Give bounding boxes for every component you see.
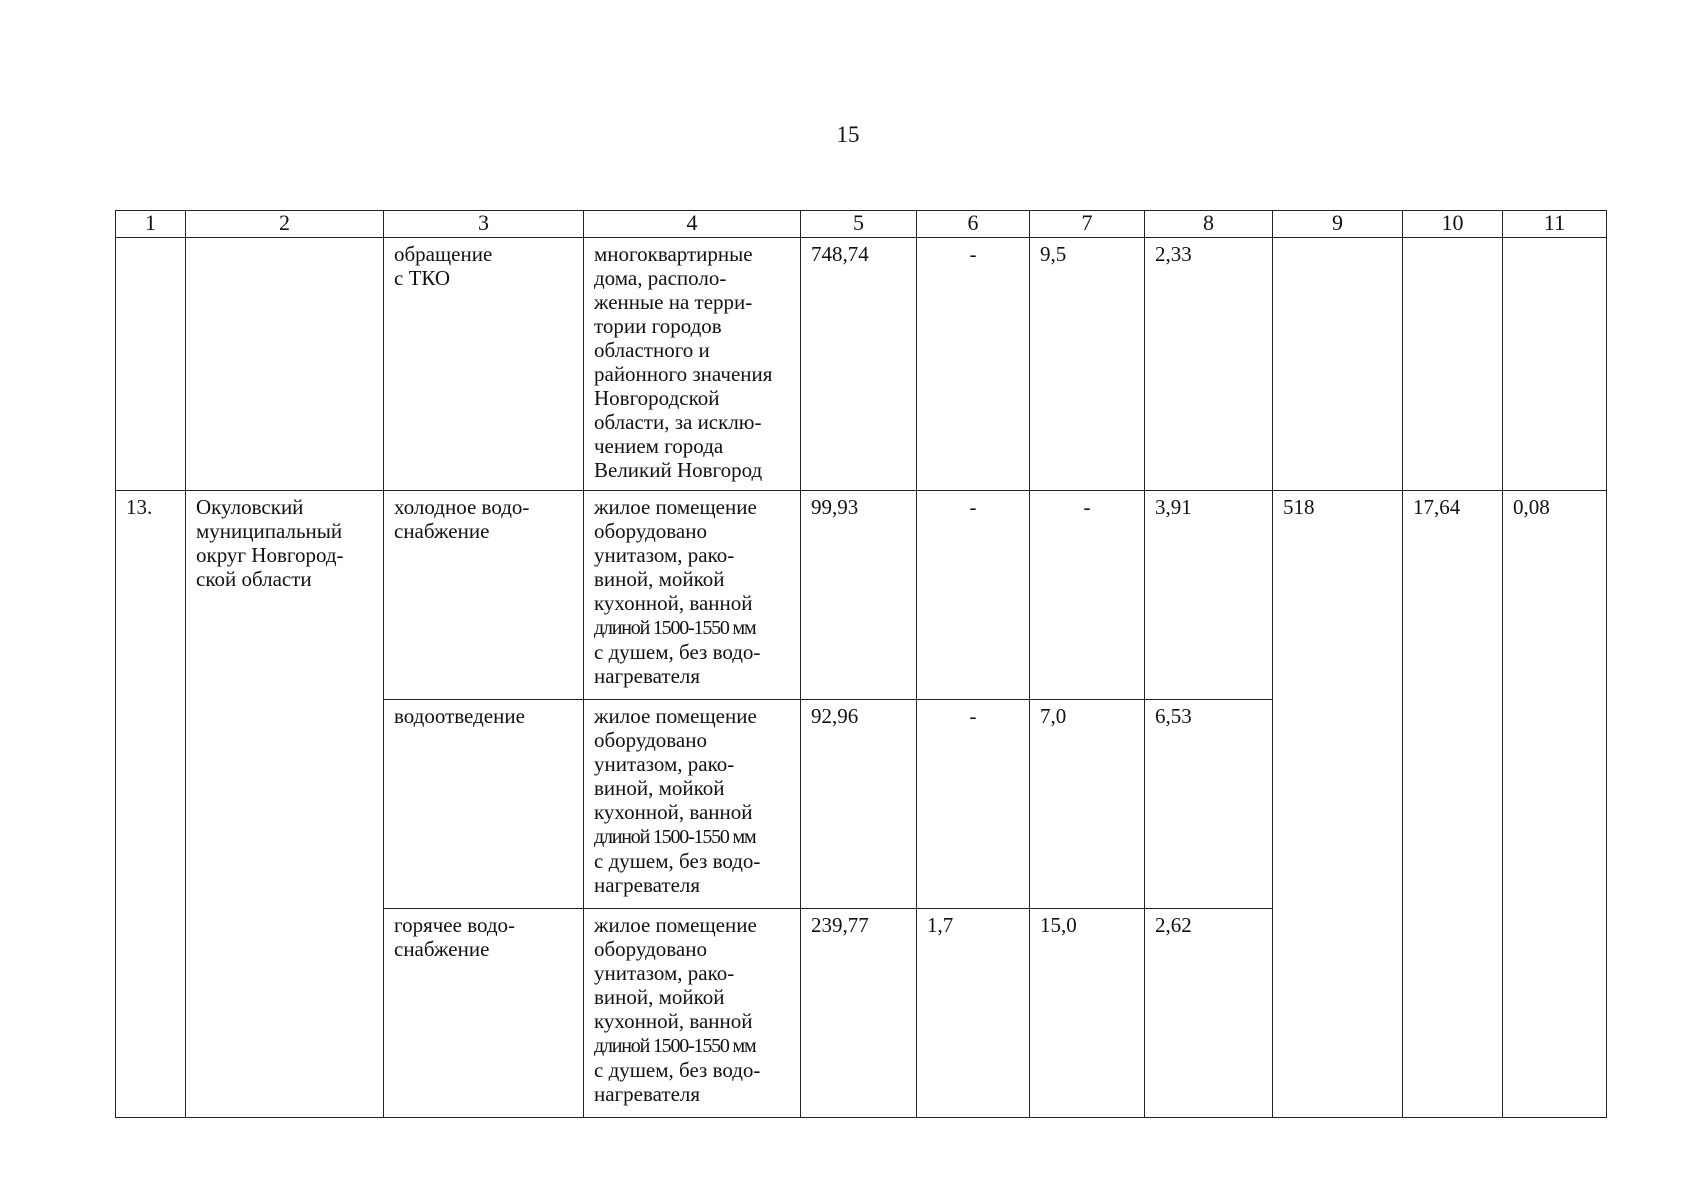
- value-cell-6: -: [917, 700, 1030, 909]
- value-cell-5: 99,93: [801, 491, 917, 700]
- value-cell-7: 7,0: [1030, 700, 1145, 909]
- header-cell: 10: [1403, 211, 1503, 238]
- value-cell-7: -: [1030, 491, 1145, 700]
- header-cell: 1: [116, 211, 186, 238]
- description-cell: [584, 909, 801, 1118]
- value-cell-8: 2,62: [1145, 909, 1273, 1118]
- description-part: жилое помещение оборудовано унитазом, рако- виной, мойкой кухонной, ванной: [594, 704, 757, 824]
- tariff-table: [115, 210, 1607, 1118]
- header-cell: 2: [186, 211, 384, 238]
- description-part: длиной 1500-1550 мм: [594, 826, 756, 848]
- value-cell-5: 748,74: [801, 238, 917, 491]
- service-cell: обращение с ТКО: [384, 238, 584, 491]
- header-cell: 9: [1273, 211, 1403, 238]
- description-cell: [584, 491, 801, 700]
- service-cell: горячее водо- снабжение: [384, 909, 584, 1118]
- value-cell-5: 239,77: [801, 909, 917, 1118]
- description-part: длиной 1500-1550 мм: [594, 1035, 756, 1057]
- value-cell-7: 9,5: [1030, 238, 1145, 491]
- header-cell: 5: [801, 211, 917, 238]
- table-header-row: [116, 211, 1607, 238]
- value-cell-6: -: [917, 238, 1030, 491]
- service-cell: водоотведение: [384, 700, 584, 909]
- value-cell-5: 92,96: [801, 700, 917, 909]
- municipality-cell: Окуловский муниципальный округ Новгород- ской области: [186, 491, 384, 1118]
- header-cell: 3: [384, 211, 584, 238]
- description-part: длиной 1500-1550 мм: [594, 617, 756, 639]
- value-cell-11: 0,08: [1503, 491, 1607, 1118]
- value-cell-7: 15,0: [1030, 909, 1145, 1118]
- description-cell: [584, 700, 801, 909]
- value-cell-10: 17,64: [1403, 491, 1503, 1118]
- header-cell: 7: [1030, 211, 1145, 238]
- table-row-tko: [116, 238, 1607, 491]
- value-cell-9: 518: [1273, 491, 1403, 1118]
- description-part: жилое помещение оборудовано унитазом, рако- виной, мойкой кухонной, ванной: [594, 495, 757, 615]
- header-cell: 11: [1503, 211, 1607, 238]
- description-part: жилое помещение оборудовано унитазом, рако- виной, мойкой кухонной, ванной: [594, 913, 757, 1033]
- empty-cell: [186, 238, 384, 491]
- row-number-cell: 13.: [116, 491, 186, 1118]
- service-cell: холодное водо- снабжение: [384, 491, 584, 700]
- header-cell: 8: [1145, 211, 1273, 238]
- header-cell: 6: [917, 211, 1030, 238]
- description-part: с душем, без водо- нагревателя: [594, 640, 761, 688]
- description-part: с душем, без водо- нагревателя: [594, 849, 761, 897]
- value-cell-8: 3,91: [1145, 491, 1273, 700]
- page-number: 15: [836, 122, 860, 147]
- value-cell-8: 2,33: [1145, 238, 1273, 491]
- empty-cell: [116, 238, 186, 491]
- empty-cell: [1503, 238, 1607, 491]
- value-cell-6: -: [917, 491, 1030, 700]
- table-row-13-cold-water: [116, 491, 1607, 700]
- empty-cell: [1403, 238, 1503, 491]
- value-cell-6: 1,7: [917, 909, 1030, 1118]
- description-part: с душем, без водо- нагревателя: [594, 1058, 761, 1106]
- empty-cell: [1273, 238, 1403, 491]
- value-cell-8: 6,53: [1145, 700, 1273, 909]
- description-cell: многоквартирные дома, располо- женные на терри- тории городов областного и районного значения Новгородской области, за исклю- чением города Великий Новгород: [584, 238, 801, 491]
- header-cell: 4: [584, 211, 801, 238]
